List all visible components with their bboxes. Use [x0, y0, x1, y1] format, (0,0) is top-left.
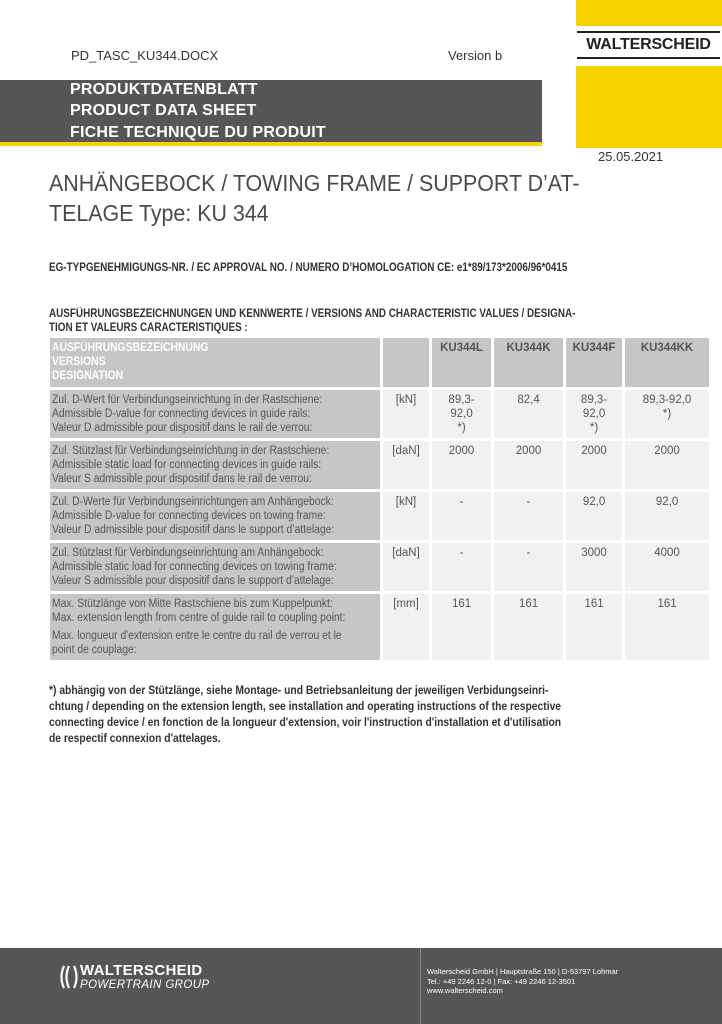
row-description-line: Zul. D-Werte für Verbindungseinrichtungen am Anhängebock: — [52, 496, 334, 508]
footnote-line: chtung / depending on the extension length, see installation and operating instructions of the respective — [49, 699, 562, 713]
value-line: 92,0 — [582, 408, 606, 420]
spec-table — [47, 335, 712, 663]
title-band-line-fr: FICHE TECHNIQUE DU PRODUIT — [70, 124, 326, 141]
value-line: 2000 — [448, 445, 475, 457]
footer-logo-name: WALTERSCHEID — [80, 962, 203, 979]
row-description-line: Valeur S admissible pour dispositif dans le support d’attelage: — [52, 575, 334, 587]
value-cell — [432, 543, 491, 591]
footnote-line: *) abhängig von der Stützlänge, siehe Montage- und Betriebsanleitung der jeweiligen Verbidungseinri- — [49, 683, 549, 697]
footnote-line: connecting device / en fonction de la longueur d'extension, voir l'instruction d'installation et d'utilisation — [49, 715, 562, 729]
footer-address — [427, 967, 618, 996]
footer-divider — [420, 948, 421, 1024]
walterscheid-mark-icon — [60, 964, 78, 990]
value-cell — [625, 543, 709, 591]
row-description-line: Admissible D-value for connecting devices on towing frame: — [52, 510, 326, 522]
value-cell — [625, 441, 709, 489]
row-description-line: Max. longueur d'extension entre le centre du rail de verrou et le — [52, 630, 342, 642]
value-line: 4000 — [654, 547, 680, 559]
footnote — [49, 682, 677, 746]
value-cell — [625, 390, 709, 438]
value-line: 82,4 — [517, 394, 540, 406]
table-row — [50, 543, 709, 591]
header-label-line: DESIGNATION — [52, 370, 124, 382]
value-line: 92,0 — [450, 408, 473, 420]
row-description-line: Admissible static load for connecting devices on towing frame: — [52, 561, 337, 573]
value-cell — [494, 594, 563, 660]
column-header-ku344kk: KU344KK — [625, 338, 709, 387]
row-description — [50, 594, 380, 660]
value-cell — [432, 390, 491, 438]
document-version: Version b — [448, 48, 503, 63]
table-header-row — [50, 338, 709, 387]
row-description — [50, 543, 380, 591]
page-title — [49, 168, 588, 228]
footer-logo-tagline: POWERTRAIN GROUP — [80, 979, 210, 991]
page-title-line: TELAGE Type: KU 344 — [49, 200, 269, 226]
value-line: 89,3- — [448, 394, 475, 406]
page-footer — [0, 948, 722, 1024]
value-cell — [494, 543, 563, 591]
row-description-line: Zul. D-Wert für Verbindungseinrichtung in der Rastschiene: — [52, 394, 323, 406]
value-line: - — [526, 496, 531, 508]
section-heading-line: TION ET VALEURS CARACTERISTIQUES : — [49, 322, 248, 334]
value-cell — [625, 492, 709, 540]
value-cell — [494, 441, 563, 489]
value-cell — [432, 594, 491, 660]
row-description-line: Valeur D admissible pour dispositif dans le support d’attelage: — [52, 524, 335, 536]
value-line: 161 — [657, 598, 677, 610]
row-description-line: Admissible D-value for connecting devices in guide rails: — [52, 408, 311, 420]
value-line: *) — [457, 422, 466, 434]
document-date: 25.05.2021 — [598, 149, 664, 164]
row-description-line: Max. extension length from centre of guide rail to coupling point: — [52, 612, 346, 624]
approval-number: EG-TYPGENEHMIGUNGS-NR. / EC APPROVAL NO. / NUMERO D’HOMOLOGATION CE: e1*89/173*2006/96*0415 — [49, 262, 568, 274]
row-description-line: Valeur S admissible pour dispositif dans le rail de verrou: — [52, 473, 312, 485]
document-id: PD_TASC_KU344.DOCX — [71, 48, 219, 63]
value-line: 3000 — [581, 547, 607, 559]
value-cell — [566, 543, 622, 591]
footer-address-line: Tel.: +49 2246 12-0 | Fax: +49 2246 12-3501 — [427, 976, 576, 986]
column-header-ku344f: KU344F — [566, 338, 622, 387]
row-description-line: point de couplage: — [52, 644, 137, 656]
value-cell — [494, 492, 563, 540]
value-cell — [625, 594, 709, 660]
value-line: *) — [589, 422, 599, 434]
row-description — [50, 390, 380, 438]
value-line: 2000 — [515, 445, 542, 457]
section-heading-line: AUSFÜHRUNGSBEZEICHNUNGEN UND KENNWERTE / VERSIONS AND CHARACTERISTIC VALUES / DESIGNA- — [49, 308, 576, 320]
value-cell — [566, 594, 622, 660]
value-cell — [432, 492, 491, 540]
row-unit: [mm] — [383, 594, 429, 660]
value-line: - — [526, 547, 531, 559]
header-designation — [50, 338, 380, 387]
value-line: 2000 — [581, 445, 607, 457]
value-line: 89,3- — [580, 394, 608, 406]
row-description — [50, 492, 380, 540]
footnote-line: de respectif connexion d'attelages. — [49, 731, 221, 745]
page-title-line: ANHÄNGEBOCK / TOWING FRAME / SUPPORT D’AT- — [49, 170, 580, 196]
table-row — [50, 492, 709, 540]
value-line: 2000 — [654, 445, 680, 457]
row-unit: [kN] — [383, 492, 429, 540]
column-header-ku344k: KU344K — [494, 338, 563, 387]
value-line: - — [459, 547, 464, 559]
title-band — [0, 80, 542, 146]
row-description — [50, 441, 380, 489]
value-line: - — [459, 496, 464, 508]
title-band-line-de: PRODUKTDATENBLATT — [70, 81, 258, 98]
section-heading — [49, 307, 634, 335]
header-unit-cell — [383, 338, 429, 387]
value-cell — [566, 441, 622, 489]
footer-address-line: www.walterscheid.com — [427, 986, 503, 995]
value-line: 161 — [518, 598, 539, 610]
walterscheid-logo: WALTERSCHEID — [577, 31, 720, 59]
value-cell — [566, 492, 622, 540]
value-line: 92,0 — [655, 496, 679, 508]
value-line: 89,3-92,0 — [642, 394, 692, 406]
value-cell — [432, 441, 491, 489]
row-unit: [kN] — [383, 390, 429, 438]
value-line: 92,0 — [582, 496, 606, 508]
value-line: 161 — [584, 598, 604, 610]
title-band-line-en: PRODUCT DATA SHEET — [70, 102, 257, 119]
value-cell — [494, 390, 563, 438]
row-unit: [daN] — [383, 441, 429, 489]
header-label-line: VERSIONS — [52, 356, 106, 368]
value-cell — [566, 390, 622, 438]
row-description-line: Valeur D admissible pour dispositif dans le rail de verrou: — [52, 422, 313, 434]
column-header-ku344l: KU344L — [432, 338, 491, 387]
footer-address-line: Walterscheid GmbH | Hauptstraße 150 | D-53797 Lohmar — [427, 967, 619, 976]
row-unit: [daN] — [383, 543, 429, 591]
value-line: 161 — [451, 598, 472, 610]
brand-box — [576, 0, 722, 148]
table-row — [50, 390, 709, 438]
row-description-line: Zul. Stützlast für Verbindungseinrichtung am Anhängebock: — [52, 547, 324, 559]
value-line: *) — [662, 408, 672, 420]
table-row — [50, 441, 709, 489]
header-label-line: AUSFÜHRUNGSBEZEICHNUNG — [52, 342, 209, 354]
row-description-line: Admissible static load for connecting devices in guide rails: — [52, 459, 322, 471]
table-row — [50, 594, 709, 660]
row-description-line: Max. Stützlänge von Mitte Rastschiene bis zum Kuppelpunkt: — [52, 598, 333, 610]
row-description-line: Zul. Stützlast für Verbindungseinrichtung in der Rastschiene: — [52, 445, 330, 457]
